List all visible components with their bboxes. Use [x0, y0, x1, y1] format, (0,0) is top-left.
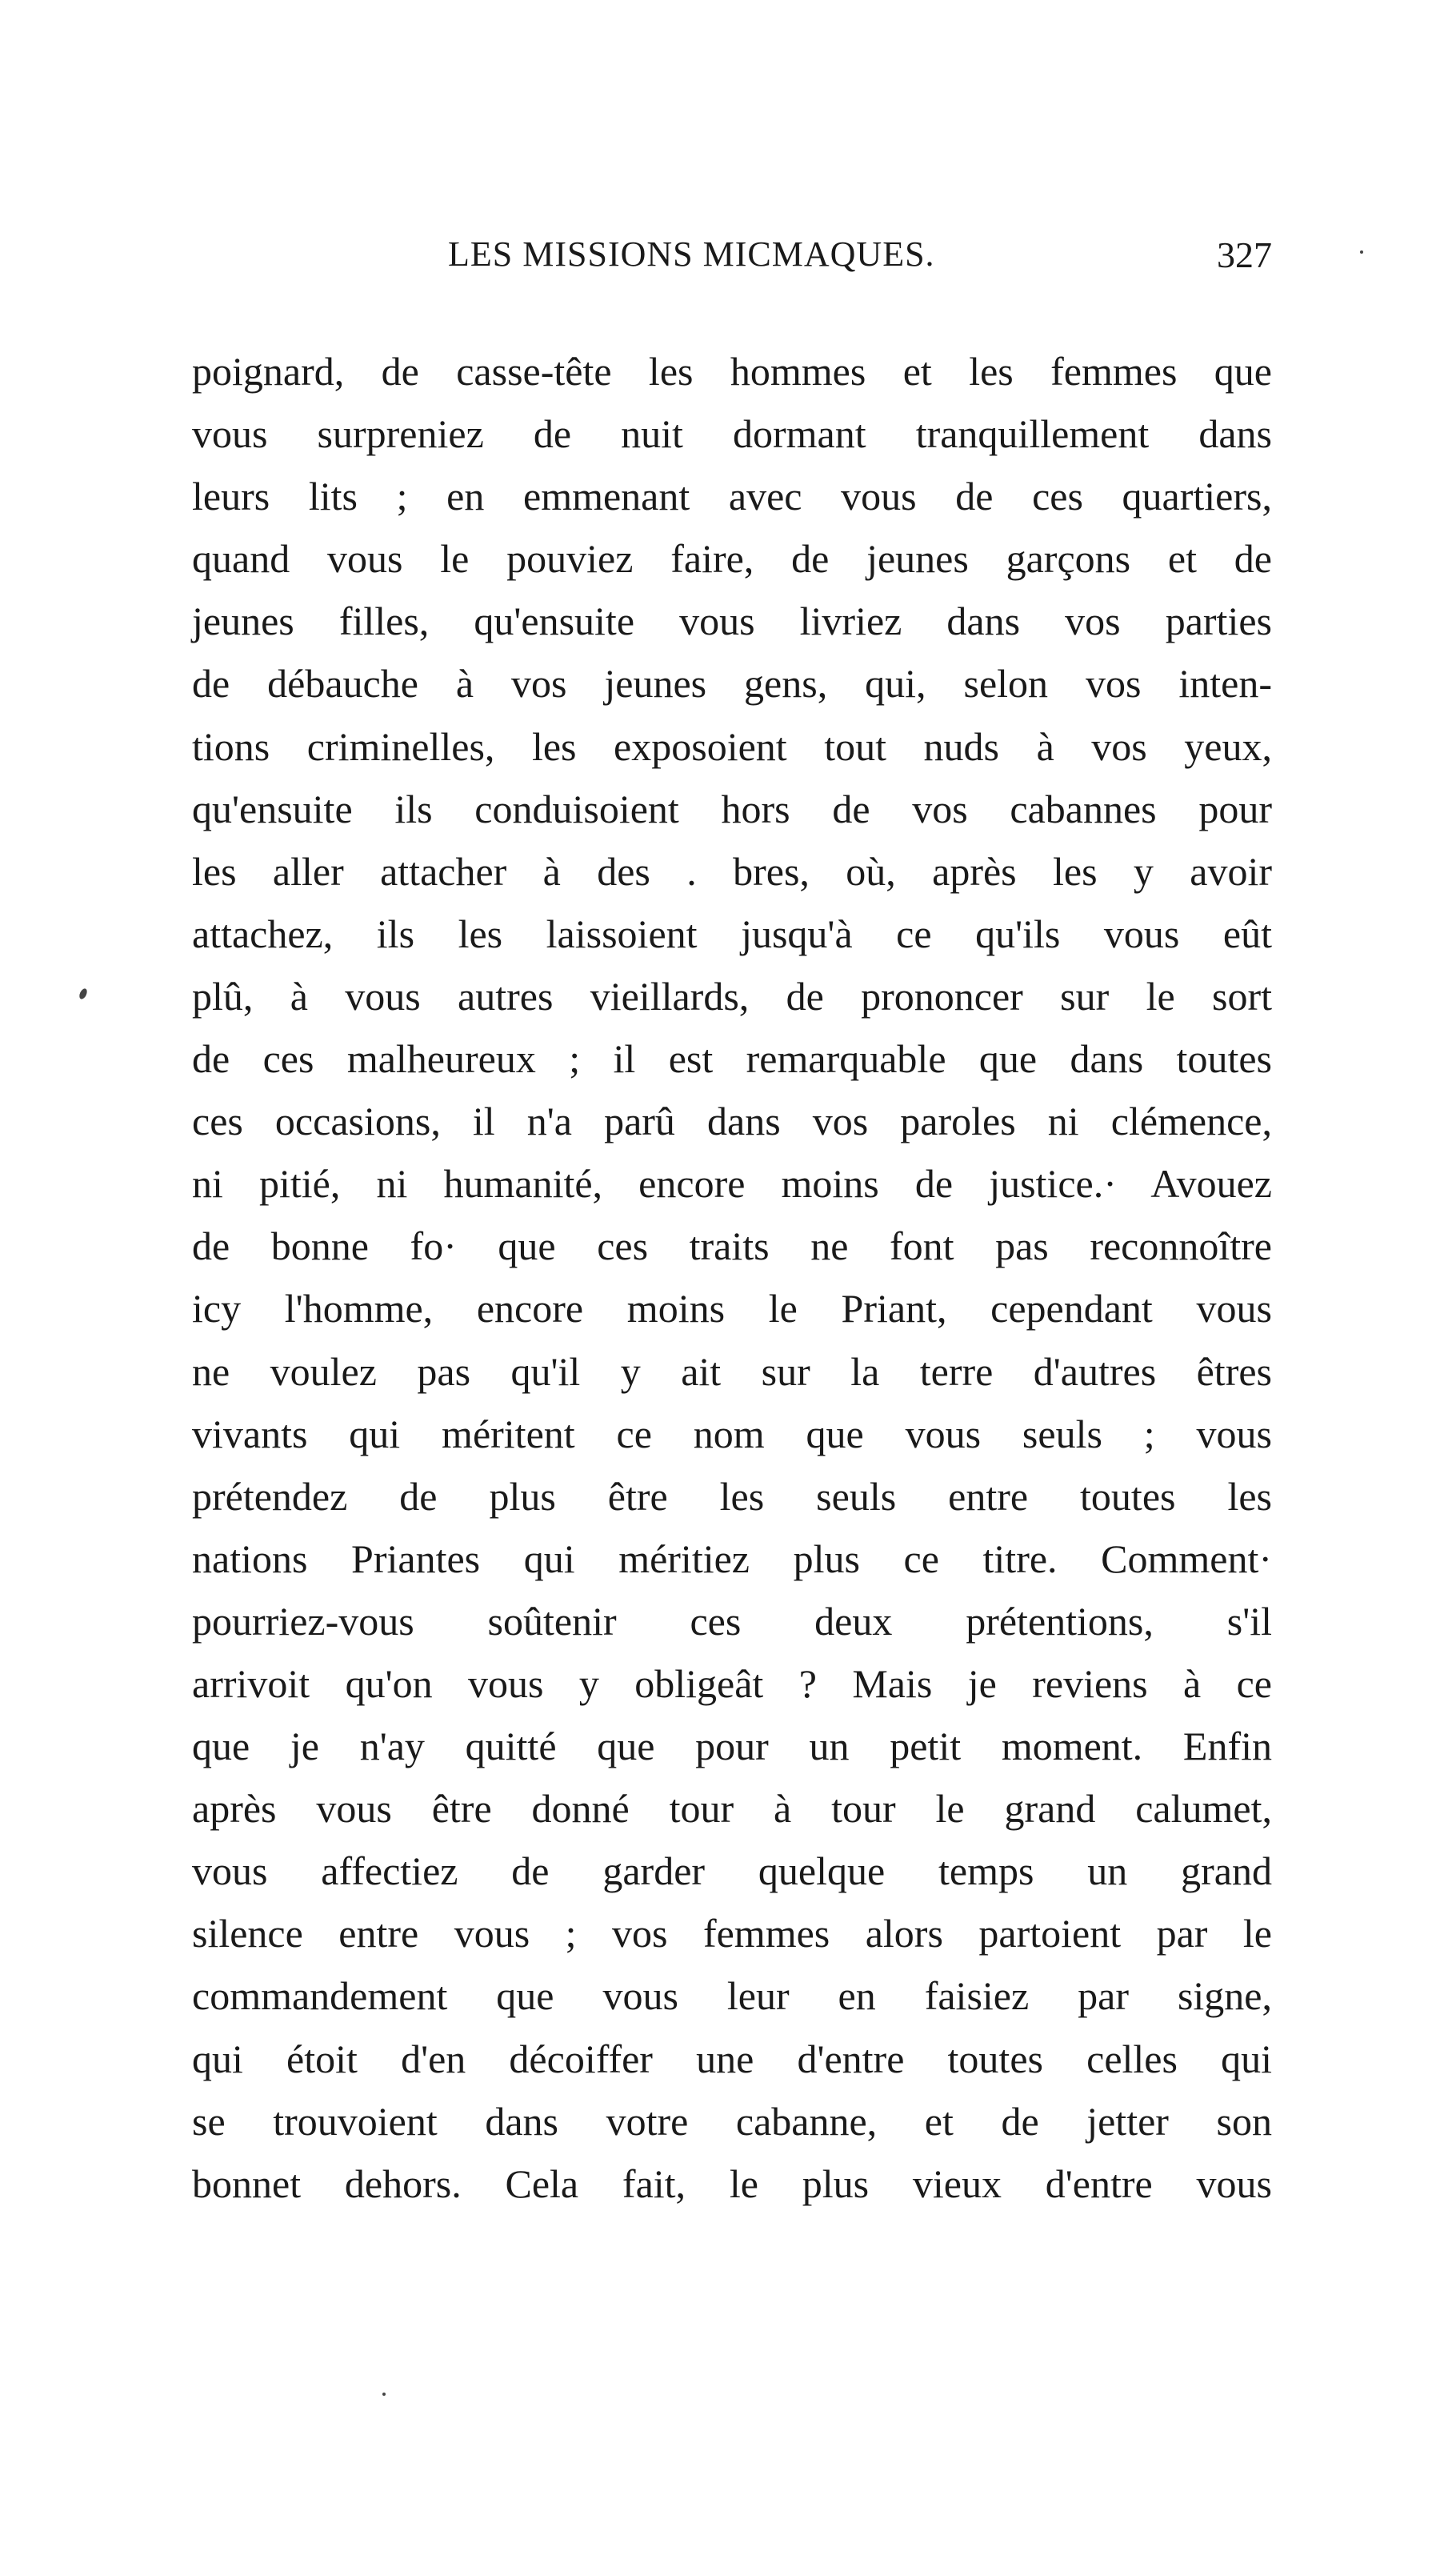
- running-title: LES MISSIONS MICMAQUES.: [448, 234, 935, 274]
- page-number: 327: [1217, 234, 1272, 275]
- text-line: silence entre vous ; vos femmes alors partoient par le: [192, 1911, 1272, 1956]
- text-line: arrivoit qu'on vous y obligeât ? Mais je reviens à ce: [192, 1660, 1272, 1706]
- text-line: ni pitié, ni humanité, encore moins de justice.· Avouez: [192, 1161, 1272, 1207]
- margin-speck-mark: [1360, 250, 1363, 254]
- text-line: plû, à vous autres vieillards, de prononcer sur le sort: [192, 973, 1272, 1019]
- text-line: nations Priantes qui méritiez plus ce titre. Comment·: [192, 1536, 1272, 1581]
- text-line: de ces malheureux ; il est remarquable que dans toutes: [192, 1036, 1272, 1082]
- text-line: de bonne fo· que ces traits ne font pas reconnoître: [192, 1223, 1272, 1269]
- text-line: bonnet dehors. Cela fait, le plus vieux d'entre vous: [192, 2161, 1272, 2206]
- text-line: icy l'homme, encore moins le Priant, cependant vous: [192, 1286, 1272, 1332]
- margin-speck-mark: [78, 987, 88, 1000]
- text-line: vous surpreniez de nuit dormant tranquillement dans: [192, 411, 1272, 457]
- text-line: commandement que vous leur en faisiez par signe,: [192, 1973, 1272, 2019]
- text-line: pourriez-vous soûtenir ces deux prétentions, s'il: [192, 1598, 1272, 1644]
- text-line: vous affectiez de garder quelque temps un grand: [192, 1848, 1272, 1894]
- body-text: [192, 340, 1272, 2215]
- text-line: attachez, ils les laissoient jusqu'à ce qu'ils vous eût: [192, 911, 1272, 956]
- text-line: qu'ensuite ils conduisoient hors de vos cabannes pour: [192, 786, 1272, 831]
- running-head: [192, 234, 1272, 290]
- text-line: les aller attacher à des . bres, où, après les y avoir: [192, 848, 1272, 894]
- text-line: poignard, de casse-tête les hommes et les femmes que: [192, 349, 1272, 394]
- text-line: se trouvoient dans votre cabanne, et de jetter son: [192, 2098, 1272, 2144]
- text-line: ces occasions, il n'a parû dans vos paroles ni clémence,: [192, 1099, 1272, 1144]
- text-line: qui étoit d'en décoiffer une d'entre toutes celles qui: [192, 2036, 1272, 2081]
- text-line: quand vous le pouviez faire, de jeunes garçons et de: [192, 536, 1272, 582]
- text-line: tions criminelles, les exposoient tout nuds à vos yeux,: [192, 723, 1272, 769]
- text-line: leurs lits ; en emmenant avec vous de ces quartiers,: [192, 474, 1272, 519]
- text-line: après vous être donné tour à tour le grand calumet,: [192, 1786, 1272, 1832]
- text-line: ne voulez pas qu'il y ait sur la terre d'autres êtres: [192, 1348, 1272, 1394]
- text-line: vivants qui méritent ce nom que vous seuls ; vous: [192, 1411, 1272, 1456]
- text-line: prétendez de plus être les seuls entre toutes les: [192, 1473, 1272, 1519]
- text-line: que je n'ay quitté que pour un petit moment. Enfin: [192, 1724, 1272, 1769]
- text-line: de débauche à vos jeunes gens, qui, selon vos inten-: [192, 661, 1272, 707]
- page-speck-mark: [382, 2393, 386, 2396]
- text-line: jeunes filles, qu'ensuite vous livriez dans vos parties: [192, 599, 1272, 644]
